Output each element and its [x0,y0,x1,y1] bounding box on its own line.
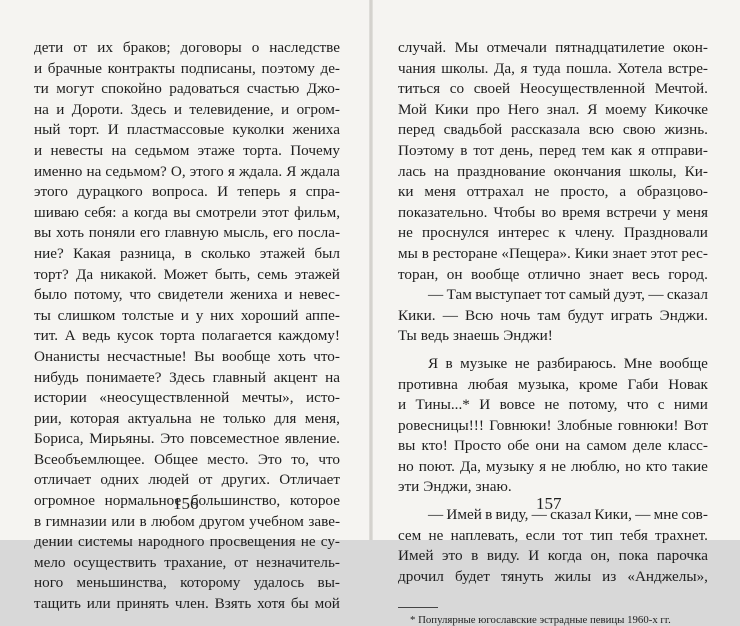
text-line: торт? Да никакой. Может быть, семь этажей [34,265,340,283]
text-line: Всеобъемлющее. Общее место. Это то, что [34,450,340,468]
text-line: в гимназии или в любом другом учебном заве- [34,512,340,530]
footnote-divider [398,607,438,608]
text-line: шиваю себя: а когда вы смотрели этот фильм, [34,203,340,221]
text-line: ты слишком толстые и у них хороший аппе- [34,306,340,324]
text-line: противна любая музыка, кроме Габи Новак [398,375,708,393]
text-line: истории «неосуществленной мечты», исто- [34,389,340,407]
right-page [398,38,708,626]
text-line: Мой Кики про Него знал. Я моему Кикочке [398,100,708,118]
text-line: случай. Мы отмечали пятнадцатилетие окон- [398,39,708,56]
text-line: чания школы. Да, я туда пошла. Хотела встре- [398,59,708,77]
text-line: но поют. Да, музыку я не люблю, но кто такие [398,457,708,475]
text-line: ного меньшинства, которому удалось вы- [34,574,340,592]
text-line: именно на седьмом? О, этого я ждала. Я ждала [34,162,340,180]
text-line: лась на празднование окончания школы, Ки- [398,162,708,180]
text-line: вы кто! Просто обе они на самом деле класс- [398,437,708,455]
text-line: отличает одних людей от других. Отличает [34,471,340,489]
text-line: сем не наплевать, если тот тип тебя трахнет. [398,526,708,544]
text-line: и невесты на седьмом этаже торта. Почему [34,141,340,159]
text-line: — Имей в виду, — сказал Кики, — мне сов- [428,506,708,524]
text-line: тащить или принять член. Взять хотя бы мой [34,595,340,613]
text-line: тит. А ведь кусок торта полагается каждому! [34,327,340,345]
text-line: титься со своей Неосуществленной Мечтой. [398,80,708,98]
text-line: вы хоть поняли его главную мысль, его посла- [34,224,340,242]
footnote: * Популярные югославские эстрадные певицы 1960-х гг. [410,614,671,626]
text-line: дрочил будет тянуть жилы из «Анджелы», [398,567,708,585]
text-line: и Тины...* И вовсе не потому, что с ними [398,396,708,414]
text-line: ровесницы!!! Говнюки! Злобные говнюки! Вот [398,416,708,434]
text-line: — Там выступает тот самый дуэт, — сказал [428,286,708,304]
text-line: Я в музыке не разбираюсь. Мне вообще [428,354,708,372]
text-line: мело осуществить трахание, от незначитель- [34,553,340,571]
text-line: дети от их браков; договоры о наследстве [34,39,340,56]
text-line: ный торт. И пластмассовые куколки жениха [34,121,340,139]
right-page-number: 157 [536,494,562,513]
text-line: перед свадьбой рассказала всю свою жизнь. [398,121,708,139]
text-line: Онанисты несчастные! Вы вообще хоть что- [34,347,340,365]
book-gutter [369,0,373,540]
text-line: и брачные контракты подписаны, поэтому де- [34,59,340,77]
text-line: нибудь понимаете? Здесь главный акцент на [34,368,340,386]
text-line: на и Дороти. Здесь и телевидение, и огром- [34,100,340,118]
text-line: торан, он вообще отлично знает весь город. [398,265,708,283]
text-line: ки меня оттрахал не просто, а образцово- [398,183,708,201]
left-page [34,38,340,615]
text-line: Поэтому в тот день, перед тем как я отправи- [398,141,708,159]
text-line: этого дурацкого вопроса. И теперь я спра- [34,183,340,201]
text-line: не проснулся интерес к члену. Праздновали [398,224,708,242]
text-line: было потому, что свидетели жениха и невес- [34,286,340,304]
text-line: дении системы народного просвещения не су- [34,533,340,551]
text-line: ти могут спокойно радоваться счастью Джо- [34,80,340,98]
text-line: рии, которая актуальна не только для меня, [34,409,340,427]
text-line: Бориса, Мирьяны. Это повсеместное явление. [34,430,340,448]
text-line: Ты ведь знаешь Энджи! [398,327,553,345]
text-line: огромное нормальное большинство, которое [34,492,340,510]
text-line: ние? Какая разница, в сколько этажей был [34,244,340,262]
text-line: показательно. Чтобы во время встречи у меня [398,203,708,221]
left-page-number: 156 [173,494,199,513]
text-line: эти Энджи, знаю. [398,478,512,496]
text-line: Имей это в виду. И когда он, пока парочка [398,547,708,565]
text-line: мы в ресторане «Пещера». Кики знает этот рес- [398,244,708,262]
text-line: Кики. — Всю ночь там будут играть Энджи. [398,306,708,324]
